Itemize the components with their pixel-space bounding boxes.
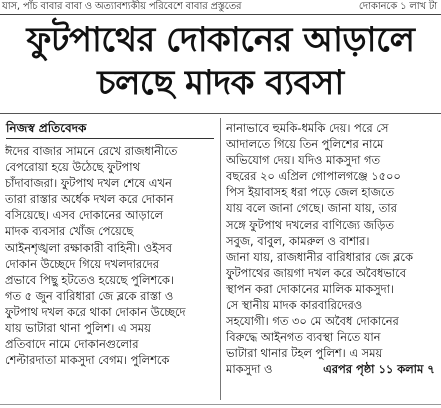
text-line: যায় ভাটারা থানা পুলিশ। এ সময় xyxy=(5,321,151,336)
text-line: মাকসুদা ও xyxy=(226,362,273,377)
text-line: সহযোগী। গত ৩০ মে অবৈধ দোকানের xyxy=(226,314,399,329)
text-line: সে স্থানীয় মাদক কারবারিদেরও xyxy=(226,298,363,313)
previous-story-fragment xyxy=(0,0,441,14)
text-line: সবুজ, বাবুল, কামরুল ও বাশার। xyxy=(226,233,370,248)
bottom-divider xyxy=(0,404,441,405)
text-line: আইনশৃঙ্খলা রক্ষাকারী বাহিনী। ওইসব xyxy=(5,240,172,255)
text-line: যায় বলে জানা গেছে। জানা যায়, তার xyxy=(226,201,397,216)
text-line: গত ৫ জুন বারিধারা জে ব্লকে রাস্তা ও xyxy=(5,288,174,303)
text-line: অভিযোগ দেয়। যদিও মাকসুদা গত xyxy=(226,153,380,168)
byline-underline xyxy=(6,138,214,139)
headline-divider xyxy=(0,113,441,114)
text-line: ঈদের বাজার সামনে রেখে রাজধানীতে xyxy=(5,144,178,158)
top-strip-right-text: দোকানকে ১ লাখ টা xyxy=(358,1,437,12)
text-line: আদালতে গিয়ে তিন পুলিশের নামে xyxy=(226,137,384,152)
text-line: বসিয়েছে। এসব দোকানের আড়ালে xyxy=(5,208,163,223)
text-line: প্রভাবে পিছু হটতেও হয়েছে পুলিশকে। xyxy=(5,272,174,287)
text-line: বিরুদ্ধে আইনগত ব্যবস্থা নিতে যান xyxy=(226,330,381,345)
text-line: ফুটপাথ দখল করে থাকা দোকান উচ্ছেদে xyxy=(5,304,186,319)
text-line: ভাটারা থানার টহল পুলিশ। এ সময় xyxy=(226,346,383,361)
text-line: নানাভাবে হুমকি-ধমকি দেয়। পরে সে xyxy=(226,121,389,135)
byline: নিজস্ব প্রতিবেদক xyxy=(6,121,87,135)
text-line: জানা যায়, রাজধানীর বারিধারার জে ব্লকে xyxy=(226,249,413,264)
top-strip-left-text: যাস, পাঁচ বাবার বাবা ও অত্যাবশ্যকীয় পরিবেশে বাবার প্রস্তুতের xyxy=(2,1,242,12)
text-line: ফুটপাথের জায়গা দখল করে অবৈধভাবে xyxy=(226,265,407,280)
headline-line-1: ফুটপাথের দোকানের আড়ালে xyxy=(26,20,415,60)
text-line: মাদক ব্যবসার খোঁজ পেয়েছে xyxy=(5,224,134,239)
text-line: দোকান উচ্ছেদে গিয়ে দখলদারদের xyxy=(5,256,159,271)
text-line: তারা রাস্তার অর্ধেক দখল করে দোকান xyxy=(5,192,174,207)
text-line: বছরের ২০ এপ্রিল গোপালগঞ্জে ১৫০০ xyxy=(226,169,401,184)
headline-line-2: চলছে মাদক ব্যবসা xyxy=(97,63,344,103)
text-line: শেল্টারদাতা মাকসুদা বেগম। পুলিশকে xyxy=(5,353,170,368)
text-line: চাঁদাবাজরা। ফুটপাথ দখল শেষে এখন xyxy=(5,176,172,191)
last-text-line xyxy=(226,361,437,377)
top-divider xyxy=(0,14,441,15)
text-line: প্রতিবাদে নামে দোকানগুলোর xyxy=(5,337,139,352)
text-line: সঙ্গে ফুটপাথ দখলের বাণিজ্যে জড়িত xyxy=(226,217,394,232)
text-line: বেপরোয়া হয়ে উঠেছে ফুটপাথ xyxy=(5,160,140,175)
text-line: স্থাপন করা দোকানের মালিক মাকসুদা। xyxy=(226,281,395,296)
right-column xyxy=(226,120,437,378)
left-column xyxy=(5,143,217,368)
text-line: পিস ইয়াবাসহ ধরা পড়ে জেল হাজতে xyxy=(226,185,395,200)
column-divider xyxy=(220,118,221,400)
continuation-note: এরপর পৃষ্ঠা ১১ কলাম ৭ xyxy=(323,362,435,377)
